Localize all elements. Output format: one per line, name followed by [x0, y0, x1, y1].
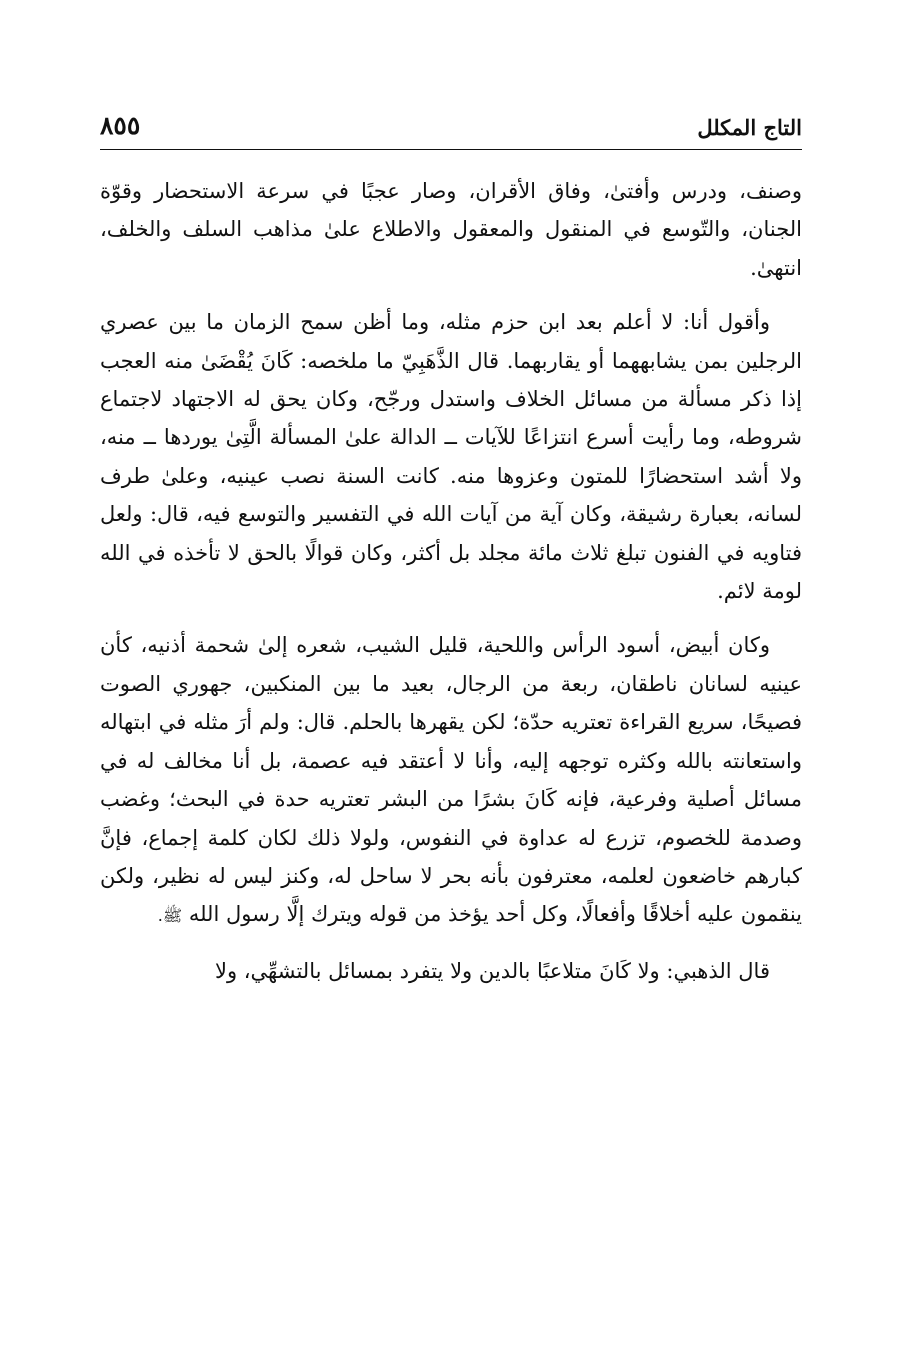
body-text: [100, 172, 802, 990]
salawat-glyph: ﷺ.: [157, 906, 183, 926]
paragraph-1: وصنف، ودرس وأفتىٰ، وفاق الأقران، وصار عجبًا في سرعة الاستحضار وقوّة الجنان، والتّوسع في المنقول والمعقول والاطلاع علىٰ مذاهب السلف والخلف، انتهىٰ.: [100, 179, 802, 280]
paragraph-2: وأقول أنا: لا أعلم بعد ابن حزم مثله، وما أظن سمح الزمان ما بين عصري الرجلين بمن يشابههما أو يقاربهما. قال الذَّهَبِيّ ما ملخصه: كَانَ يُقْضَىٰ منه العجب إذا ذكر مسألة من مسائل الخلاف واستدل ورجّح، وكان يحق له الاجتهاد لاجتماع شروطه، وما رأيت أسرع انتزاعًا للآيات ــ الدالة علىٰ المسألة الَّتِىٰ يوردها ــ منه، ولا أشد استحضارًا للمتون وعزوها منه. كانت السنة نصب عينيه، وعلىٰ طرف لسانه، بعبارة رشيقة، وكان آية من آيات الله في التفسير والتوسع فيه، قال: ولعل فتاويه في الفنون تبلغ ثلاث مائة مجلد بل أكثر، وكان قوالًا بالحق لا تأخذه في الله لومة لائم.: [100, 310, 802, 604]
paragraph-4: قال الذهبي: ولا كَانَ متلاعبًا بالدين ولا يتفرد بمسائل بالتشهِّي، ولا: [214, 958, 770, 983]
running-title: التاج المكلل: [697, 115, 802, 140]
page-number: ٨٥٥: [100, 111, 141, 140]
document-page: [100, 105, 802, 1006]
paragraph-3-text: وكان أبيض، أسود الرأس واللحية، قليل الشيب، شعره إلىٰ شحمة أذنيه، كأن عينيه لسانان ناطقان، ربعة من الرجال، بعيد ما بين المنكبين، جهوري الصوت فصيحًا، سريع القراءة تعتريه حدّة؛ لكن يقهرها بالحلم. قال: ولم أرَ مثله في ابتهاله واستعانته بالله وكثره توجهه إليه، وأنا لا أعتقد فيه عصمة، بل أنا مخالف له في مسائل أصلية وفرعية، فإنه كَانَ بشرًا من البشر تعتريه حدة في البحث؛ وغضب وصدمة للخصوم، تزرع له عداوة في النفوس، ولولا ذلك لكان كلمة إجماع، فإنَّ كبارهم خاضعون لعلمه، معترفون بأنه بحر لا ساحل له، وكنز ليس له نظير، ولكن ينقمون عليه أخلاقًا وأفعالًا، وكل أحد يؤخذ من قوله ويترك إلَّا رسول الله: [100, 633, 802, 927]
page-header: [100, 105, 802, 150]
paragraph-3: [100, 626, 802, 935]
